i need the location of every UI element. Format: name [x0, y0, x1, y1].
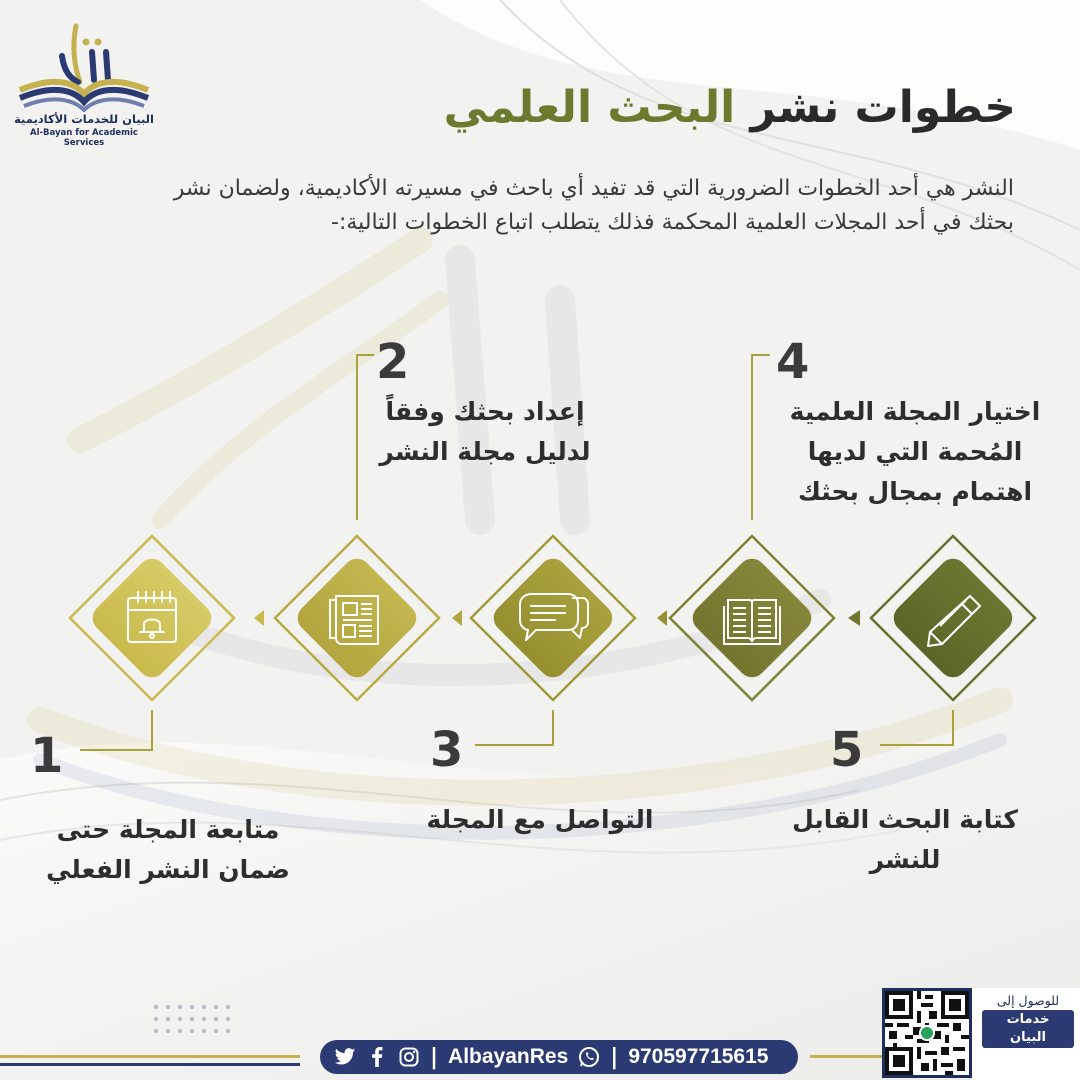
step-3-label: التواصل مع المجلة [426, 805, 654, 834]
page-title [444, 82, 1016, 133]
brand-logo [14, 16, 154, 148]
instagram-icon[interactable] [398, 1046, 420, 1068]
connector-5 [880, 710, 953, 745]
footer-line-navy [0, 1063, 300, 1066]
step-1-number: 1 [30, 728, 64, 784]
connector-3 [475, 710, 553, 745]
footer-separator-1: | [430, 1044, 439, 1070]
footer-contact-bar [320, 1040, 798, 1074]
step-2-label: إعداد بحثك وفقاً لدليل مجلة النشر [379, 397, 591, 466]
step-3-number: 3 [430, 722, 464, 778]
arrow-1-2 [254, 610, 264, 626]
facebook-icon[interactable] [366, 1046, 388, 1068]
step-1-diamond [70, 536, 234, 700]
phone-number[interactable]: 970597715615 [628, 1045, 769, 1068]
arrow-2-3 [452, 610, 462, 626]
step-5-number: 5 [830, 722, 864, 778]
decorative-dots [150, 1001, 240, 1037]
arrow-4-5 [848, 610, 860, 626]
connector-4 [752, 355, 770, 520]
step-2-number: 2 [376, 334, 410, 390]
qr-code[interactable] [882, 988, 972, 1078]
brand-name-en: Al-Bayan for Academic Services [30, 128, 138, 148]
connector-1 [80, 710, 152, 750]
step-4-label: اختيار المجلة العلمية المُحمة التي لديها اهتمام بمجال بحثك [789, 397, 1041, 506]
social-handle[interactable]: AlbayanRes [448, 1045, 569, 1068]
footer-separator-2: | [610, 1044, 619, 1070]
step-5-diamond [871, 536, 1035, 700]
title-part2: البحث العلمي [443, 82, 736, 133]
qr-caption-line1: للوصول إلى [996, 993, 1060, 1008]
step-3-diamond [471, 536, 635, 700]
logo-book-icon [14, 16, 154, 112]
qr-caption [982, 992, 1074, 1048]
step-4-number: 4 [776, 334, 810, 390]
step-5-label: كتابة البحث القابل للنشر [792, 805, 1018, 874]
twitter-icon[interactable] [334, 1046, 356, 1068]
step-2-diamond [275, 536, 439, 700]
footer-line-right [810, 1055, 882, 1058]
footer-line-gold [0, 1055, 300, 1058]
title-part1: خطوات نشر [750, 82, 1016, 133]
whatsapp-icon[interactable] [578, 1046, 600, 1068]
intro-paragraph: النشر هي أحد الخطوات الضرورية التي قد تفيد أي باحث في مسيرته الأكاديمية، ولضمان نشر بحثك في أحد المجلات العلمية المحكمة فذلك يتطلب اتباع الخطوات التالية:- [173, 176, 1014, 235]
arrow-3-4 [657, 610, 667, 626]
qr-caption-line2: خدمات البيان [982, 1010, 1074, 1048]
qr-code-pattern [885, 991, 969, 1075]
brand-name-ar: البيان للخدمات الأكاديمية [14, 112, 154, 126]
step-1-label: متابعة المجلة حتى ضمان النشر الفعلي [46, 815, 290, 884]
